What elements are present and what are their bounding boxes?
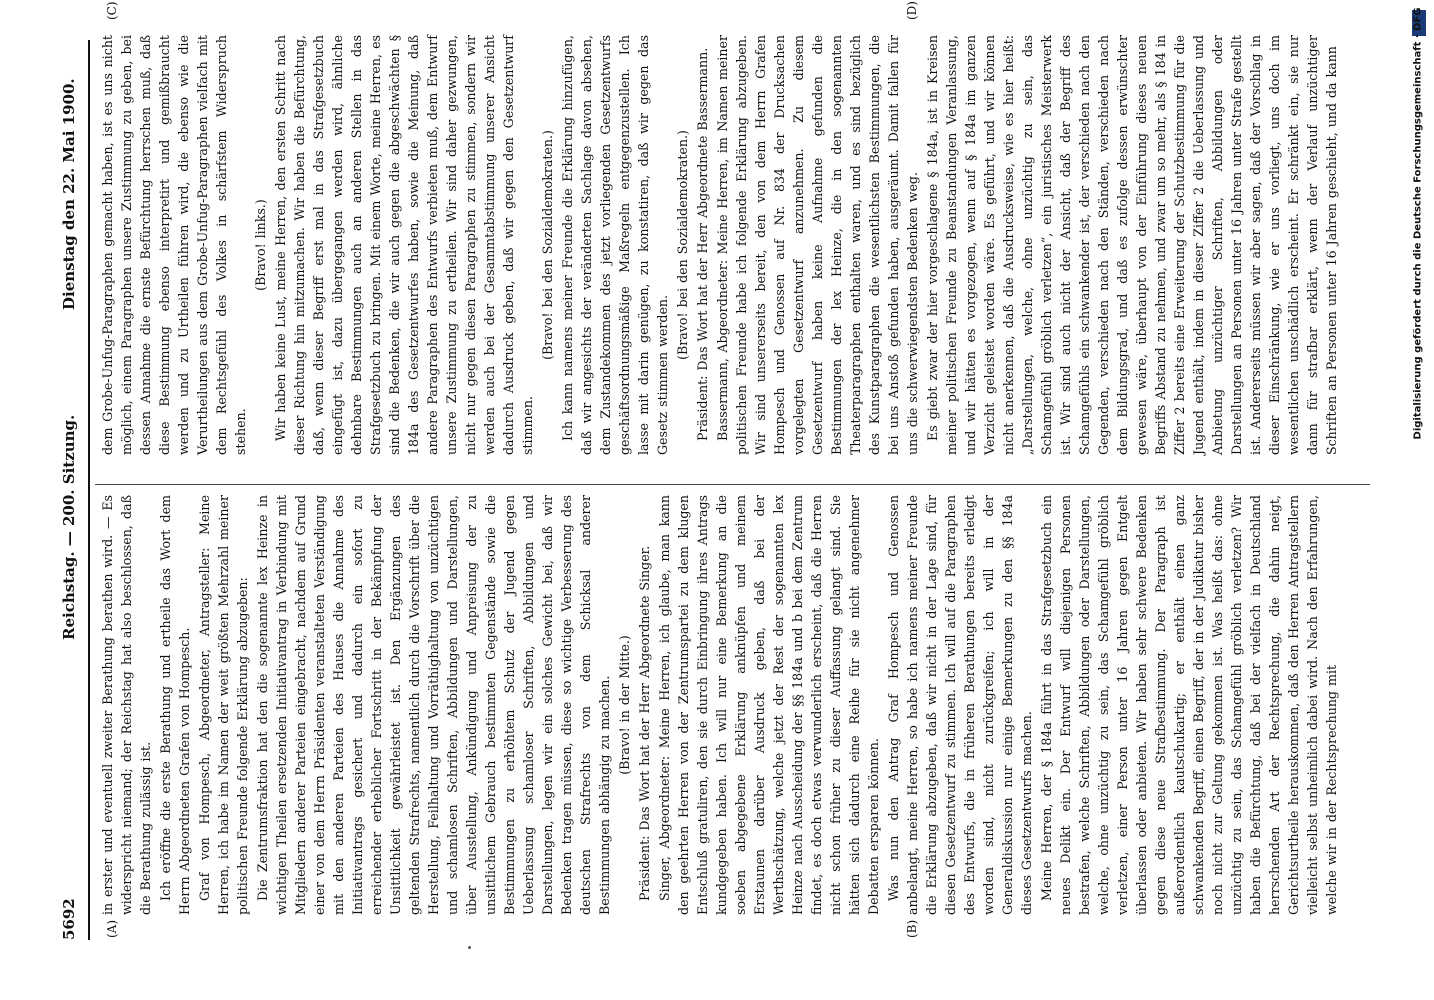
page-header <box>60 40 84 940</box>
left-column <box>98 495 1342 915</box>
paragraph: in erster und eventuell zweiter Berathung berathen wird. — Es widerspricht niemand; der Reichstag hat also beschlossen, daß die Berathung zulässig ist. <box>100 495 153 915</box>
header-rule <box>88 40 90 940</box>
right-running-title: Dienstag den 22. Mai 1900. <box>60 78 78 310</box>
paragraph: Graf von Hompesch, Abgeordneter, Antragsteller: Meine Herren, ich habe im Namen der weit größten Mehrzahl meiner politischen Freunde folgende Erklärung abzugeben: <box>197 495 250 915</box>
paragraph: Ich kann namens meiner Freunde die Erklärung hinzufügen, daß wir angesichts der veränderten Sachlage davon absehen, dem Zustandekommen des jetzt vorliegenden Gesetzentwurfs geschäftsordnungsmäßige Maßregeln entgegenzustellen. Ich lasse mit darin genügen, zu konstatiren, daß wir gegen das Gesetz stimmen werden. <box>560 35 670 455</box>
paragraph: Ich eröffne die erste Berathung und ertheile das Wort dem Herrn Abgeordneten Grafen von Hompesch. <box>158 495 192 915</box>
right-column <box>98 35 1342 455</box>
margin-mark-c: (C) <box>105 1 119 20</box>
page-number: 5692 <box>60 898 78 940</box>
digitization-credit: Digitalisierung gefördert durch die Deutsche Forschungsgemeinschaft · DFG <box>1412 7 1424 440</box>
paragraph: Wir haben keine Lust, meine Herren, den ersten Schritt nach dieser Richtung hin mitzumachen. Wir haben die Befürchtung, daß, wenn dieser Begriff erst mal in das Strafgesetzbuch eingefügt ist, dazu übergegangen werden wird, ähnliche dehnbare Bestimmungen auch an anderen Stellen in das Strafgesetzbuch zu bringen. Mit einem Worte, meine Herren, es sind die Bedenken, die wir auch gegen die abgeschwächten § 184a des Gesetzentwurfes haben, sowie die Meinung, daß andere Paragraphen des Entwurfs verbieten muß, dem Entwurf unsere Zustimmung zu ertheilen. Wir sind daher gezwungen, nicht nur gegen diesen Paragraphen zu stimmen, sondern wir werden auch bei der Gesammtabstimmung unserer Ansicht dadurch Ausdruck geben, daß wir gegen den Gesetzentwurf stimmen. <box>273 35 535 455</box>
paragraph: Was nun den Antrag Graf Hompesch und Genossen anbelangt, meine Herren, so habe ich namens meiner Freunde die Erklärung abzugeben, daß wir nicht in der Lage sind, für diesen Gesetzentwurf zu stimmen. Ich will auf die Paragraphen des Entwurfs, die in früheren Berathungen bereits erledigt worden sind, nicht zurückgreifen; ich will in der Generaldiskussion nur einige Bemerkungen zu den §§ 184a dieses Gesetzentwurfs machen. <box>886 495 1034 915</box>
paragraph: Singer, Abgeordneter: Meine Herren, ich glaube, man kann den geehrten Herren von der Zentrumspartei zu dem klugen Entschluß gratuliren, den sie durch Einbringung ihres Antrags kundgegeben haben. Ich will nur eine Bemerkung an die soeben abgegebene Erklärung anknüpfen und meinem Erstaunen darüber Ausdruck geben, daß bei der Werthschätzung, welche jetzt der Rest der sogenannten lex Heinze nach Ausscheidung der §§ 184a und b bei dem Zentrum findet, es doch etwas verwunderlich erscheint, daß die Herren nicht schon früher zu dieser Auffassung gelangt sind. Sie hätten sich dadurch eine Reihe für sie nicht angenehmer Debatten ersparen können. <box>657 495 881 915</box>
margin-mark-b: (B) <box>905 919 919 938</box>
applause-note: (Bravo! bei den Sozialdemokraten.) <box>540 130 555 360</box>
paragraph: Es giebt zwar der hier vorgeschlagene § 184a, ist in Kreisen meiner politischen Freunde zu Beanstandungen Veranlassung, und wir hätten es vorgezogen, wenn auf § 184a im ganzen Verzicht geleistet worden wäre. Es geführt, und wir können nicht anerkennen, daß die Ausdrucksweise, wie es hier heißt: „Darstellungen, welche, ohne unzüchtig zu sein, das Schamgefühl gröblich verletzen“, ein juristisches Meisterwerk ist. Wir sind auch nicht der Ansicht, daß der Begriff des Schamgefühls ein schwankender ist, der verschieden nach den Gegenden, verschieden nach den Ständen, verschieden nach dem Bildungsgrad, und daß es zufolge dessen erwünschter gewesen wäre, überhaupt von der Einführung dieses neuen Begriffs Abstand zu nehmen, und zwar um so mehr, als § 184 in Ziffer 2 bereits eine Erweiterung der Schutzbestimmung für die Jugend enthält, indem in dieser Ziffer 2 die Ueberlassung und Anbietung unzüchtiger Schriften, Abbildungen oder Darstellungen an Personen unter 16 Jahren unter Strafe gestellt ist. Andererseits müssen wir aber sagen, daß der Vorschlag in dieser Einschränkung, wie er uns vorliegt, uns doch im wesentlichen unschädlich erscheint. Er schränkt ein, sie nur dann für strafbar erklärt, wenn der Verlauf unzüchtiger Schriften an Personen unter 16 Jahren geschieht, und da kann <box>925 35 1339 455</box>
paragraph: Meine Herren, der § 184a führt in das Strafgesetzbuch ein neues Delikt ein. Der Entwurf will diejenigen Personen bestrafen, welche Schriften, Abbildungen oder Darstellungen, welche, ohne unzüchtig zu sein, das Schamgefühl gröblich verletzen, einer Person unter 16 Jahren gegen Entgelt überlassen oder anbieten. Wir haben sehr schwere Bedenken gegen diese neue Strafbestimmung. Der Paragraph ist außerordentlich kautschukartig; er enthält einen ganz schwankenden Begriff, einen Begriff, der in der Judikatur bisher noch nicht zur Geltung gekommen ist. Was heißt das: ohne unzüchtig zu sein, das Schamgefühl gröblich verletzen? Wir haben die Befürchtung, daß bei der vielfach in Deutschland herrschenden Art der Rechtsprechung, die dahin neigt, Gerichtsurtheile herauskommen, daß den Herren Antragstellern vielleicht selbst unheimlich dabei wird. Nach den Erfahrungen, welche wir in der Rechtsprechung mit <box>1039 495 1339 915</box>
dfg-side-note <box>1412 8 1426 993</box>
paragraph: Die Zentrumsfraktion hat den die sogenannte lex Heinze in wichtigen Theilen ersetzenden Initiativantrag in Verbindung mit Mitgliedern anderer Parteien eingebracht, nachdem auf Grund einer von dem Herrn Präsidenten veranstalteten Verständigung mit den anderen Parteien des Hauses die Annahme des Initiativantrags gesichert und dadurch ein sofort zu erreichender erheblicher Fortschritt in der Bekämpfung der Unsittlichkeit gewährleistet ist. Den Ergänzungen des geltenden Strafrechts, namentlich durch die Vorschrift über die Herstellung, Feilhaltung und Vorräthighaltung von unzüchtigen und schamlosen Schriften, Abbildungen und Darstellungen, über Ausstellung, Ankündigung und Anpreisung der zu unsittlichem Gebrauch bestimmten Gegenstände sowie die Bestimmungen zu erhöhtem Schutz der Jugend gegen Ueberlassung schamloser Schriften, Abbildungen und Darstellungen, legen wir ein solches Gewicht bei, daß wir Bedenken tragen müssen, diese so wichtige Verbesserung des deutschen Strafrechts von dem Schicksal anderer Bestimmungen abhängig zu machen. <box>255 495 612 915</box>
ink-speck <box>468 946 471 949</box>
applause-note: (Bravo! in der Mitte.) <box>617 635 632 775</box>
margin-mark-d: (D) <box>905 1 919 20</box>
margin-mark-a: (A) <box>105 919 119 938</box>
paragraph: Präsident: Das Wort hat der Herr Abgeordnete Bassermann. <box>695 47 710 441</box>
column-rule <box>95 484 1370 485</box>
left-running-title: Reichstag. — 200. Sitzung. <box>60 414 78 640</box>
paragraph: Bassermann, Abgeordneter: Meine Herren, im Namen meiner politischen Freunde habe ich folgende Erklärung abzugeben. Wir sind unsererseits bereit, den von dem Herrn Grafen Hompesch und Genossen auf Nr. 834 der Drucksachen vorgelegten Gesetzentwurf anzunehmen. Zu diesem Gesetzentwurf haben keine Aufnahme gefunden die Bestimmungen der lex Heinze, die in den sogenannten Theaterparagraphen enthalten waren, und es sind bezüglich des Kunstparagraphen die wesentlichsten Bestimmungen, die bei uns Anstoß gefunden haben, ausgeräumt. Damit fallen für uns die schwerwiegendsten Bedenken weg. <box>715 35 920 455</box>
paragraph: dem Grobe-Unfug-Paragraphen gemacht haben, ist es uns nicht möglich, einem Paragraphen unsere Zustimmung zu geben, bei dessen Annahme die ernste Befürchtung herrschen muß, daß diese Bestimmung ebenso interpretirt und gemißbraucht werden und zu Urtheilen führen wird, die ebenso wie die Verurtheilungen aus dem Grobe-Unfug-Paragraphen vielfach mit dem Rechtsgefühl des Volkes in schärfstem Widerspruch stehen. <box>100 35 248 455</box>
paragraph: Präsident: Das Wort hat der Herr Abgeordnete Singer. <box>637 545 652 901</box>
applause-note: (Bravo! bei den Sozialdemokraten.) <box>675 130 690 360</box>
applause-note: (Bravo! links.) <box>253 199 268 291</box>
